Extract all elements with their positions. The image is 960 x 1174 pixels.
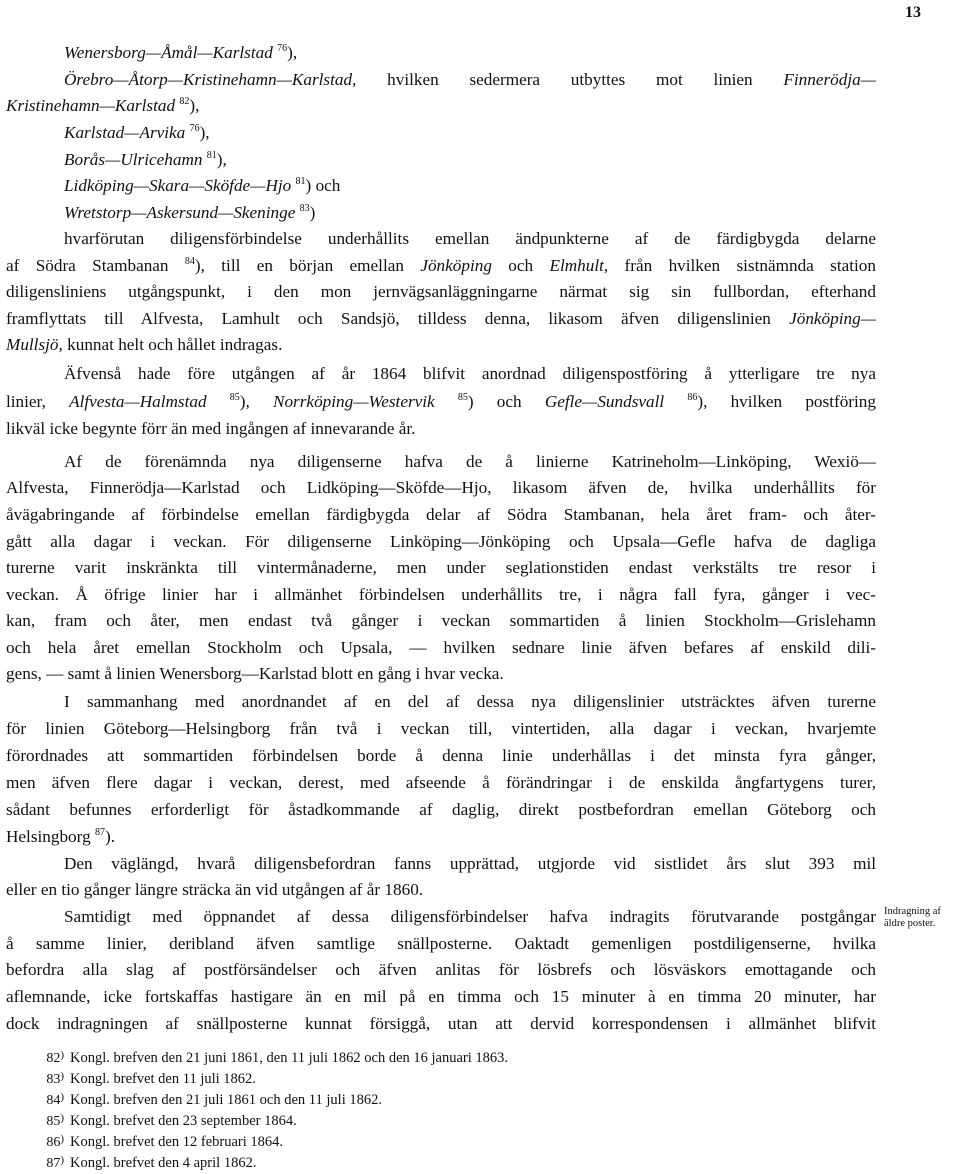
text-line: å samme linier, deribland äfven samtlige snällposterne. Oaktadt gemenligen postdiligenserne, hvilka xyxy=(6,934,876,953)
footnote: 84) Kongl. brefven den 21 juli 1861 och den 11 juli 1862. xyxy=(46,1091,382,1108)
margin-note: Indragning af äldre poster. xyxy=(884,906,941,929)
route-line-2: Örebro—Åtorp—Kristinehamn—Karlstad, hvilken sedermera utbyttes mot linien Finnerödja— xyxy=(64,70,876,89)
route-line-5: Borås—Ulricehamn $^{81}$), xyxy=(64,150,227,169)
text-line: Alfvesta, Finnerödja—Karlstad och Lidköping—Sköfde—Hjo, likasom äfven de, hvilka underhållits för xyxy=(6,478,876,497)
text-line: befordra alla slag af postförsändelser och äfven anlitas för lösbrefs och lösväskors emottagande och xyxy=(6,960,876,979)
route-line-1: Wenersborg—Åmål—Karlstad $^{76}$), xyxy=(64,43,298,62)
text-line: veckan. Å öfrige linier har i allmänhet förbindelsen underhållits tre, i några fall fyra, gånger i vec- xyxy=(6,585,876,604)
text-line: kan, fram och åter, men endast två gånger i veckan sommartiden å linien Stockholm—Grislehamn xyxy=(6,611,876,630)
footnote: 87) Kongl. brefvet den 4 april 1862. xyxy=(46,1154,257,1171)
text-line: dock indragningen af snällposterne kunnat försiggå, utan att dervid korrespondensen i allmänhet blifvit xyxy=(6,1014,876,1033)
text-line: I sammanhang med anordnandet af en del af dessa nya diligenslinier utsträcktes äfven turerne xyxy=(64,692,876,711)
text-line: Helsingborg $^{87}$). xyxy=(6,827,115,846)
route-line-4: Karlstad—Arvika $^{76}$), xyxy=(64,123,210,142)
footnote: 82) Kongl. brefven den 21 juni 1861, den 11 juli 1862 och den 16 januari 1863. xyxy=(46,1049,509,1066)
text-line: Äfvenså hade före utgången af år 1864 blifvit anordnad diligenspostföring å ytterligare tre nya xyxy=(64,364,876,383)
text-line: eller en tio gånger längre sträcka än vid utgången af år 1860. xyxy=(6,880,424,899)
text-line: turerne varit inskränkta till vintermånaderne, men under seglationstiden endast verkstälts tre resor i xyxy=(6,558,876,577)
footnote: 83) Kongl. brefvet den 11 juli 1862. xyxy=(46,1070,256,1087)
route-line-6: Lidköping—Skara—Sköfde—Hjo $^{81}$) och xyxy=(64,176,341,195)
text-line: och hela året emellan Stockholm och Upsala, — hvilken sednare linie äfven befares af enskild dili- xyxy=(6,638,876,657)
text-line: men äfven flere dagar i veckan, derest, med afseende å förändringar i de enskilda ångfartygens turer, xyxy=(6,773,876,792)
text-line: af Södra Stambanan $^{84}$), till en början emellan Jönköping och Elmhult, från hvilken sistnämnda station xyxy=(6,256,876,275)
text-line: Af de förenämnda nya diligenserne hafva de å linierne Katrineholm—Linköping, Wexiö— xyxy=(64,452,876,471)
text-line: för linien Göteborg—Helsingborg från två i veckan till, vintertiden, alla dagar i veckan, hvarjemte xyxy=(6,719,876,738)
text-line: åvägabringande af förbindelse emellan färdigbygda delar af Södra Stambanan, hela året fram- och åter- xyxy=(6,505,876,524)
text-line: linier, Alfvesta—Halmstad $^{85}$), Norrköping—Westervik $^{85}$) och Gefle—Sundsvall $^{86}$), hvilken postföring xyxy=(6,392,876,411)
text-line: aflemnande, icke fortskaffas hastigare än en mil på en timma och 15 minuter à en timma 20 minuter, har xyxy=(6,987,876,1006)
route-line-3: Kristinehamn—Karlstad $^{82}$), xyxy=(6,96,200,115)
page-number: 13 xyxy=(905,4,921,21)
text-line: förordnades att sommartiden förbindelsen borde å denna linie underhållas i det minsta fyra gånger, xyxy=(6,746,876,765)
text-line: gens, — samt å linien Wenersborg—Karlstad blott en gång i hvar vecka. xyxy=(6,664,504,683)
route-line-7: Wretstorp—Askersund—Skeninge $^{83}$) xyxy=(64,203,316,222)
text-line: likväl icke begynte förr än med ingången af innevarande år. xyxy=(6,419,416,438)
text-line: Samtidigt med öppnandet af dessa diligensförbindelser hafva indragits förutvarande postgångar xyxy=(64,907,876,926)
footnote: 85) Kongl. brefvet den 23 september 1864. xyxy=(46,1112,297,1129)
footnote: 86) Kongl. brefvet den 12 februari 1864. xyxy=(46,1133,284,1150)
text-line: framflyttats till Alfvesta, Lamhult och Sandsjö, tilldess denna, likasom äfven diligenslinien Jönköping— xyxy=(6,309,876,328)
text-line: Den väglängd, hvarå diligensbefordran fanns upprättad, utgjorde vid sistlidet års slut 393 mil xyxy=(64,854,876,873)
text-line: sådant befunnes erforderligt för åstadkommande af daglig, direkt postbefordran emellan Göteborg och xyxy=(6,800,876,819)
text-line: diligensliniens utgångspunkt, i den mon jernvägsanläggningarne närmat sig sin fullbordan, efterhand xyxy=(6,282,876,301)
text-line: gått alla dagar i veckan. För diligenserne Linköping—Jönköping och Upsala—Gefle hafva de dagliga xyxy=(6,532,876,551)
text-line: hvarförutan diligensförbindelse underhållits emellan ändpunkterne af de färdigbygda delarne xyxy=(64,229,876,248)
text-line: Mullsjö, kunnat helt och hållet indragas. xyxy=(6,335,283,354)
